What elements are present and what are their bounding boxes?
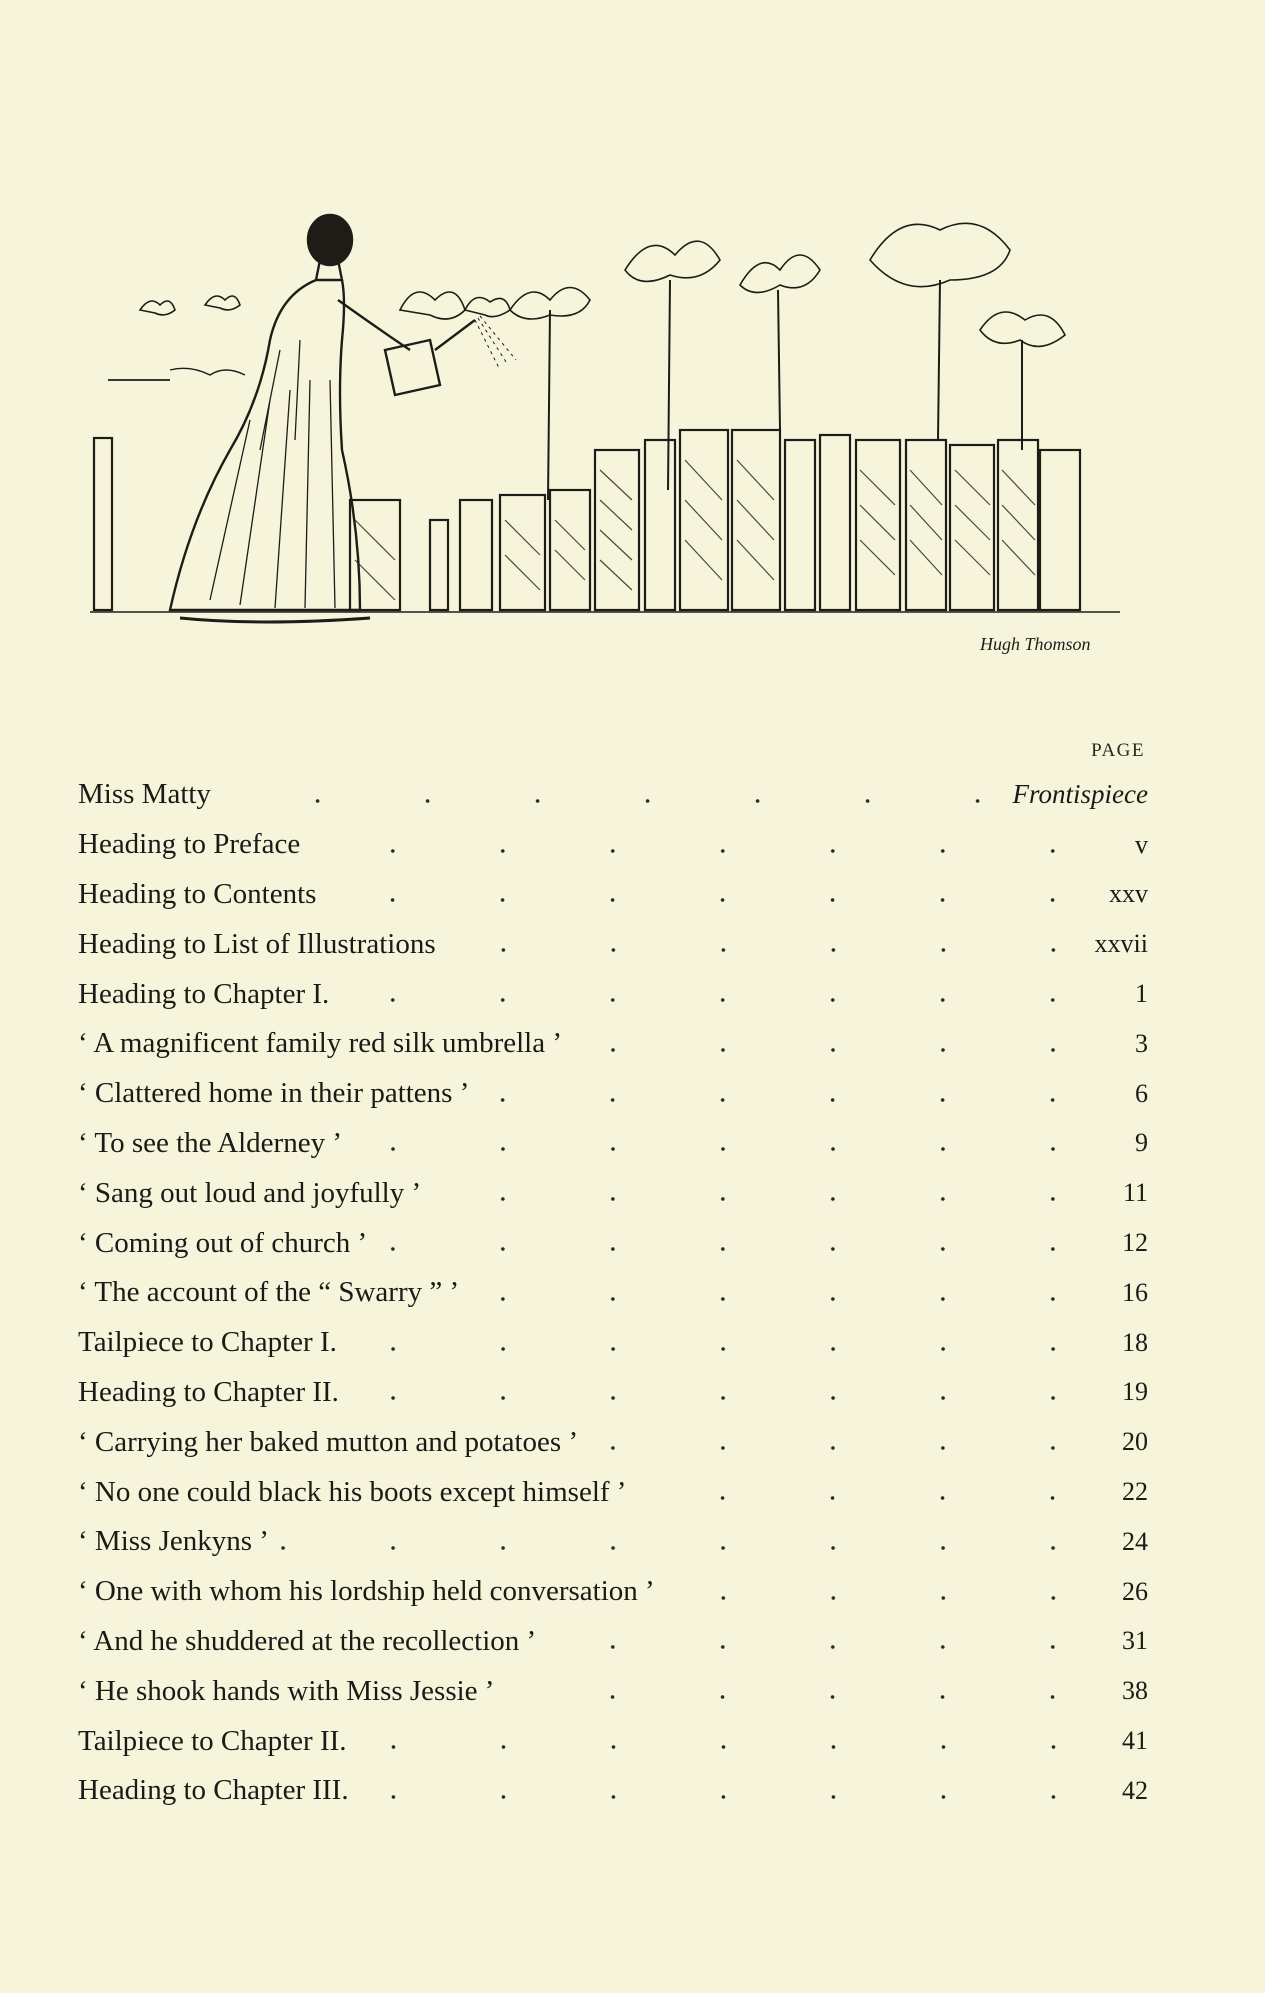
dot-leader [349,1318,1078,1368]
heading-illustration [80,200,1160,660]
list-item [78,1218,1148,1268]
entry-page-number: 12 [1078,1228,1148,1258]
entry-title: Tailpiece to Chapter II. [78,1725,359,1758]
entry-page-number: Frontispiece [1003,779,1148,810]
list-item [78,770,1148,820]
dot-leader [361,1766,1078,1816]
entry-title: ‘ Miss Jenkyns ’ [78,1525,281,1558]
entry-page-number: v [1078,830,1148,860]
list-item [78,820,1148,870]
dot-leader [359,1716,1078,1766]
entry-title: ‘ Coming out of church ’ [78,1227,379,1260]
list-item [78,1666,1148,1716]
entry-page-number: 16 [1078,1278,1148,1308]
entry-title: ‘ Clattered home in their pattens ’ [78,1077,481,1110]
entry-title: Heading to List of Illustrations [78,928,448,961]
entry-title: ‘ He shook hands with Miss Jessie ’ [78,1675,506,1708]
dot-leader [638,1467,1078,1517]
entry-title: ‘ Carrying her baked mutton and potatoes ’ [78,1426,590,1459]
list-item [78,1318,1148,1368]
dot-leader [548,1617,1078,1667]
list-item [78,969,1148,1019]
list-item [78,1766,1148,1816]
dot-leader [354,1119,1078,1169]
entry-page-number: 1 [1078,979,1148,1009]
dot-leader [281,1517,1078,1567]
dot-leader [223,770,1003,820]
entry-title: ‘ No one could black his boots except himself ’ [78,1476,638,1509]
list-item [78,1716,1148,1766]
entry-title: ‘ One with whom his lordship held conversation ’ [78,1575,667,1608]
entry-page-number: 31 [1078,1626,1148,1656]
entry-title: Heading to Contents [78,878,328,911]
entry-title: Heading to Preface [78,828,312,861]
list-item [78,1417,1148,1467]
list-item [78,1119,1148,1169]
entry-page-number: 42 [1078,1776,1148,1806]
entry-title: ‘ And he shuddered at the recollection ’ [78,1625,548,1658]
entry-title: ‘ To see the Alderney ’ [78,1127,354,1160]
dot-leader [312,820,1078,870]
entry-page-number: 18 [1078,1328,1148,1358]
dot-leader [351,1368,1078,1418]
list-item [78,1019,1148,1069]
list-item [78,919,1148,969]
entry-page-number: 11 [1078,1178,1148,1208]
list-item [78,1567,1148,1617]
entry-page-number: 38 [1078,1676,1148,1706]
page-column-label: PAGE [1091,740,1145,761]
list-item [78,1368,1148,1418]
list-item [78,1517,1148,1567]
entry-page-number: 22 [1078,1477,1148,1507]
dot-leader [574,1019,1078,1069]
dot-leader [379,1218,1078,1268]
entry-page-number: xxv [1078,879,1148,909]
entry-page-number: 24 [1078,1527,1148,1557]
dot-leader [471,1268,1078,1318]
artist-signature: Hugh Thomson [980,634,1091,654]
list-item [78,1268,1148,1318]
dot-leader [341,969,1078,1019]
list-item [78,1168,1148,1218]
entry-page-number: 26 [1078,1577,1148,1607]
list-item [78,1069,1148,1119]
entry-page-number: 19 [1078,1377,1148,1407]
entry-title: ‘ Sang out loud and joyfully ’ [78,1177,433,1210]
entry-title: ‘ A magnificent family red silk umbrella ’ [78,1027,574,1060]
list-item [78,1617,1148,1667]
entry-title: Heading to Chapter I. [78,978,341,1011]
dot-leader [481,1069,1078,1119]
entry-page-number: 3 [1078,1029,1148,1059]
entry-page-number: 9 [1078,1128,1148,1158]
entry-page-number: 41 [1078,1726,1148,1756]
illustrations-list [78,770,1148,1816]
dot-leader [448,919,1078,969]
entry-title: Heading to Chapter II. [78,1376,351,1409]
entry-title: Heading to Chapter III. [78,1774,361,1807]
list-item [78,870,1148,920]
list-item [78,1467,1148,1517]
entry-title: Tailpiece to Chapter I. [78,1326,349,1359]
dot-leader [590,1417,1078,1467]
entry-page-number: 6 [1078,1079,1148,1109]
dot-leader [506,1666,1078,1716]
entry-title: ‘ The account of the “ Swarry ” ’ [78,1276,471,1309]
entry-title: Miss Matty [78,778,223,811]
dot-leader [433,1168,1078,1218]
entry-page-number: xxvii [1078,929,1148,959]
dot-leader [667,1567,1078,1617]
dot-leader [328,870,1078,920]
entry-page-number: 20 [1078,1427,1148,1457]
